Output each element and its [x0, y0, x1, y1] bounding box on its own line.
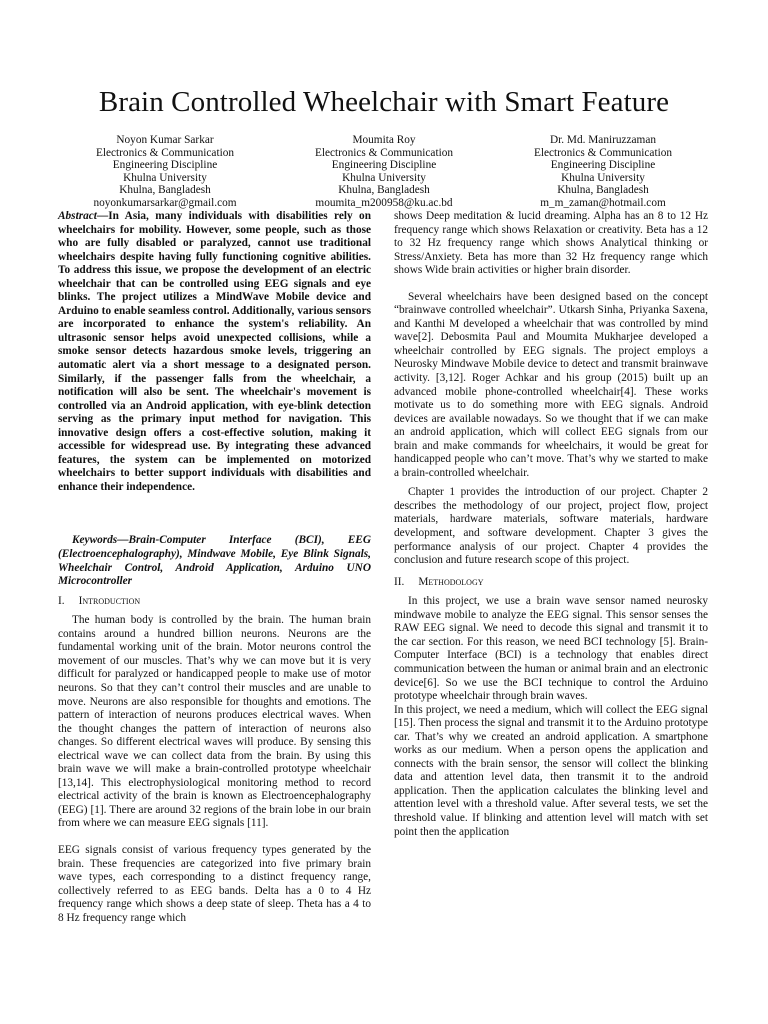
- abstract-label: Abstract: [58, 210, 97, 222]
- author-block: [50, 134, 718, 210]
- author-email: moumita_m200958@ku.ac.bd: [315, 196, 453, 209]
- keywords-label: Keywords—: [72, 534, 129, 547]
- author-location: Khulna, Bangladesh: [119, 184, 211, 197]
- author-dept: Electronics & Communication: [95, 146, 235, 159]
- abstract-dash: —: [96, 210, 109, 222]
- author-location: Khulna, Bangladesh: [557, 184, 649, 197]
- left-column: [58, 210, 371, 925]
- abstract: [58, 210, 371, 494]
- paper-title: Brain Controlled Wheelchair with Smart Feature: [98, 86, 670, 118]
- author-location: Khulna, Bangladesh: [338, 184, 430, 197]
- right-column: [394, 210, 708, 839]
- intro-paragraph-1: The human body is controlled by the brain. The human brain contains around a hundred billion neurons. Neurons are the fundamental working unit of the brain. Motor neurons control the movement of our muscles. That’s why we can move but it is very difficult for paralyzed or handicapped people to make use of motor neurons. So that they can’t control their muscles and are unable to move. Neurons are also responsible for thoughts and emotions. The pattern of interaction of neurons produces electrical waves. When the thought changes the pattern of interaction of neurons also changes. So different electrical waves will produce. By sensing this electrical wave we can collect data from the brain. By using this brain wave we will make a brain-controlled prototype wheelchair [13,14]. This electrophysiological monitoring method to record electrical activity of the brain is known as Electroencephalography (EEG) [1]. There are around 32 regions of the brain lobe in our brain from where we can measure EEG signals [11].: [58, 614, 371, 830]
- author-3: [488, 134, 718, 210]
- right-paragraph-2: Several wheelchairs have been designed based on the concept “brainwave controlled wheelchair”. Utkarsh Sinha, Priyanka Saxena, and Kanthi M developed a wheelchair that was controlled by mind wave[2]. Debosmita Paul and Moumita Mukharjee developed a wheelchair controlled by EEG signals. The project employs a Neurosky Mindwave Mobile device to detect and transmit brainwave activity. [3,12]. Roger Achkar and his group (2015) built up an advanced mobile phone-controlled wheelchair[4]. These works motivate us to do something more with EEG signals. Android devices are available nowadays. So we thought that if we can make an android application, which will collect EEG signals from our brain and make commands for wheelchairs, it would be great for handicapped people who can’t move. That’s why we started to make a brain-controlled wheelchair.: [394, 290, 708, 479]
- author-name: Moumita Roy: [352, 134, 416, 146]
- author-dept: Engineering Discipline: [331, 159, 437, 172]
- author-email: noyonkumarsarkar@gmail.com: [93, 196, 237, 209]
- author-dept: Engineering Discipline: [550, 159, 656, 172]
- author-email: m_m_zaman@hotmail.com: [540, 196, 666, 209]
- author-dept: Electronics & Communication: [533, 146, 673, 159]
- section-title: Methodology: [418, 575, 484, 588]
- author-university: Khulna University: [561, 171, 645, 184]
- author-university: Khulna University: [342, 171, 426, 184]
- section-heading-methodology: [394, 576, 708, 590]
- section-heading-introduction: [58, 595, 371, 609]
- author-1: [50, 134, 280, 210]
- section-number: I.: [58, 594, 65, 607]
- author-2: [269, 134, 499, 210]
- author-name: Dr. Md. Maniruzzaman: [549, 134, 657, 146]
- intro-paragraph-2: EEG signals consist of various frequency types generated by the brain. These frequencies are categorized into five primary brain wave types, each corresponding to a distinct frequency range, collectively referred to as EEG bands. Delta has a 0 to 4 Hz frequency range which shows a deep state of sleep. Theta has a 4 to 8 Hz frequency range which: [58, 843, 371, 924]
- section-title: Introduction: [78, 594, 141, 607]
- section-number: II.: [394, 575, 405, 588]
- abstract-text: In Asia, many individuals with disabilities rely on wheelchairs for mobility. However, some people, such as those who are fully disabled or paralyzed, cannot use traditional wheelchairs despite having fully functioning cognitive abilities. To address this issue, we propose the development of an electric wheelchair that can be controlled using EEG signals and eye blinks. The project utilizes a MindWave Mobile device and Arduino to enable seamless control. Additionally, various sensors are incorporated to enhance the system's reliability. An ultrasonic sensor helps avoid unexpected collisions, while a smoke sensor detects hazardous smoke levels, triggering an automatic alert via a short message to a designated person. Similarly, if the passenger falls from the wheelchair, a notification will also be sent. The wheelchair's movement is controlled via an Android application, with eye-blink detection serving as the primary input method for navigation. This innovative design offers a cost-effective solution, making it accessible for widespread use. By integrating these advanced features, the system can be implemented on motorized wheelchairs to better support individuals with disabilities and enhance their independence.: [58, 210, 371, 493]
- author-name: Noyon Kumar Sarkar: [116, 134, 214, 146]
- keywords: [58, 534, 371, 588]
- method-paragraph-1: In this project, we use a brain wave sensor named neurosky mindwave mobile to analyze the EEG signal. This sensor senses the RAW EEG signal. We need to decode this signal and transmit it to the car section. For this reason, we need BCI technology [5]. Brain-Computer Interface (BCI) is a technology that enables direct communication between the human or animal brain and an electronic device[6]. So we use the BCI technique to control the Arduino prototype wheelchair through brain waves.: [394, 595, 708, 703]
- right-paragraph-1: shows Deep meditation & lucid dreaming. Alpha has an 8 to 12 Hz frequency range which shows Relaxation or creativity. Beta has a 12 to 32 Hz frequency range which shows Analytical thinking or Stress/Anxiety. Beta has more than 32 Hz frequency range which shows Wide brain activities or higher brain disorder.: [394, 210, 708, 277]
- author-dept: Engineering Discipline: [112, 159, 218, 172]
- author-dept: Electronics & Communication: [314, 146, 454, 159]
- keywords-text: Brain-Computer Interface (BCI), EEG (Electroencephalography), Mindwave Mobile, Eye Blink Signals, Wheelchair Control, Android Application, Arduino UNO Microcontroller: [58, 534, 371, 588]
- author-university: Khulna University: [123, 171, 207, 184]
- right-paragraph-3: Chapter 1 provides the introduction of our project. Chapter 2 describes the methodology of our project, project flow, project materials, hardware materials, software materials, hardware development, and software development. Chapter 3 gives the performance analysis of our project. Chapter 4 provides the conclusion and future research scope of this project.: [394, 486, 708, 567]
- method-paragraph-2: In this project, we need a medium, which will collect the EEG signal [15]. Then process the signal and transmit it to the Arduino prototype car. That’s why we created an android application. A smartphone works as our medium. When a person opens the application and connects with the brain sensor, the sensor will collect the blinking data and attention level data, then transmit it to the android application. Then the application calculates the blinking level and attention level with a threshold value. After several tests, we set the threshold value. If blinking and attention level will match with set point then the application: [394, 703, 708, 838]
